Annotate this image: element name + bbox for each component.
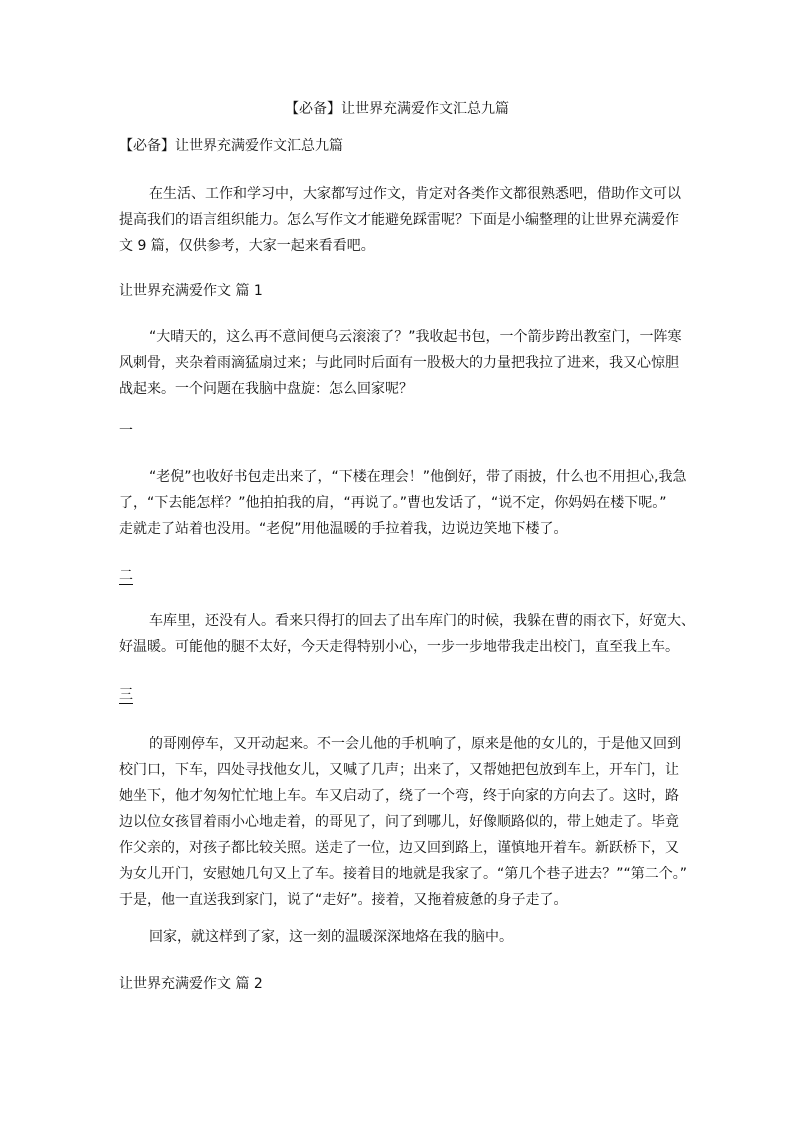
paragraph-3 (119, 611, 695, 663)
paragraph-line: 边以位女孩冒着雨小心地走着，的哥见了，问了到哪儿，好像顺路似的，带上她走了。毕竟 (119, 814, 679, 830)
paragraph-5 (119, 927, 684, 953)
paragraph-line: 了，“下去能怎样？”他拍拍我的肩，“再说了。”曹也发话了，“说不定，你妈妈在楼下呢。” (119, 495, 667, 511)
paragraph-line: 于是，他一直送我到家门，说了“走好”。接着，又拖着疲惫的身子走了。 (119, 892, 568, 908)
intro-line: 在生活、工作和学习中，大家都写过作文，肯定对各类作文都很熟悉吧，借助作文可以 (149, 186, 681, 202)
section-1-heading: 让世界充满爱作文 篇 1 (119, 283, 263, 299)
document-title: 【必备】让世界充满爱作文汇总九篇 (285, 101, 509, 117)
section-marker-2: 二 (119, 568, 133, 584)
section-marker-3: 三 (119, 687, 133, 703)
paragraph-line: 的哥刚停车，又开动起来。不一会儿他的手机响了，原来是他的女儿的，于是他又回到 (149, 736, 681, 752)
paragraph-line: 为女儿开门，安慰她几句又上了车。接着目的地就是我家了。“第几个巷子进去？”“第二个。” (119, 866, 688, 882)
paragraph-4 (119, 734, 688, 916)
document-subtitle: 【必备】让世界充满爱作文汇总九篇 (119, 138, 343, 154)
paragraph-1 (119, 327, 684, 405)
section-marker-1: 一 (119, 423, 133, 439)
intro-line: 提高我们的语言组织能力。怎么写作文才能避免踩雷呢？下面是小编整理的让世界充满爱作 (119, 212, 679, 228)
paragraph-line: 好温暖。可能他的腿不太好，今天走得特别小心，一步一步地带我走出校门，直至我上车。 (119, 639, 679, 655)
paragraph-line: 走就走了站着也没用。“老倪”用他温暖的手拉着我，边说边笑地下楼了。 (119, 521, 568, 537)
paragraph-line: 回家，就这样到了家，这一刻的温暖深深地烙在我的脑中。 (149, 929, 513, 945)
paragraph-line: 战起来。一个问题在我脑中盘旋：怎么回家呢？ (119, 381, 413, 397)
intro-line: 文 9 篇，仅供参考，大家一起来看看吧。 (119, 238, 375, 254)
paragraph-line: 她坐下，他才匆匆忙忙地上车。车又启动了，绕了一个弯，终于向家的方向去了。这时，路 (119, 788, 679, 804)
paragraph-2 (119, 467, 687, 545)
paragraph-line: “大晴天的，这么再不意间便乌云滚滚了？”我收起书包，一个箭步跨出教室门，一阵寒 (149, 329, 682, 345)
paragraph-line: 车库里，还没有人。看来只得打的回去了出车库门的时候，我躲在曹的雨衣下，好宽大、 (149, 613, 695, 629)
paragraph-line: 作父亲的，对孩子都比较关照。送走了一位，边又回到路上，谨慎地开着车。新跃桥下，又 (119, 840, 679, 856)
intro-paragraph (119, 184, 684, 262)
section-2-heading: 让世界充满爱作文 篇 2 (119, 976, 263, 992)
paragraph-line: 风刺骨，夹杂着雨滴猛扇过来；与此同时后面有一股极大的力量把我拉了进来，我又心惊胆 (119, 355, 679, 371)
paragraph-line: 校门口，下车，四处寻找他女儿，又喊了几声；出来了，又帮她把包放到车上，开车门，让 (119, 762, 679, 778)
paragraph-line: “老倪”也收好书包走出来了，“下楼在理会！”他倒好，带了雨披，什么也不用担心,我急 (149, 469, 687, 485)
